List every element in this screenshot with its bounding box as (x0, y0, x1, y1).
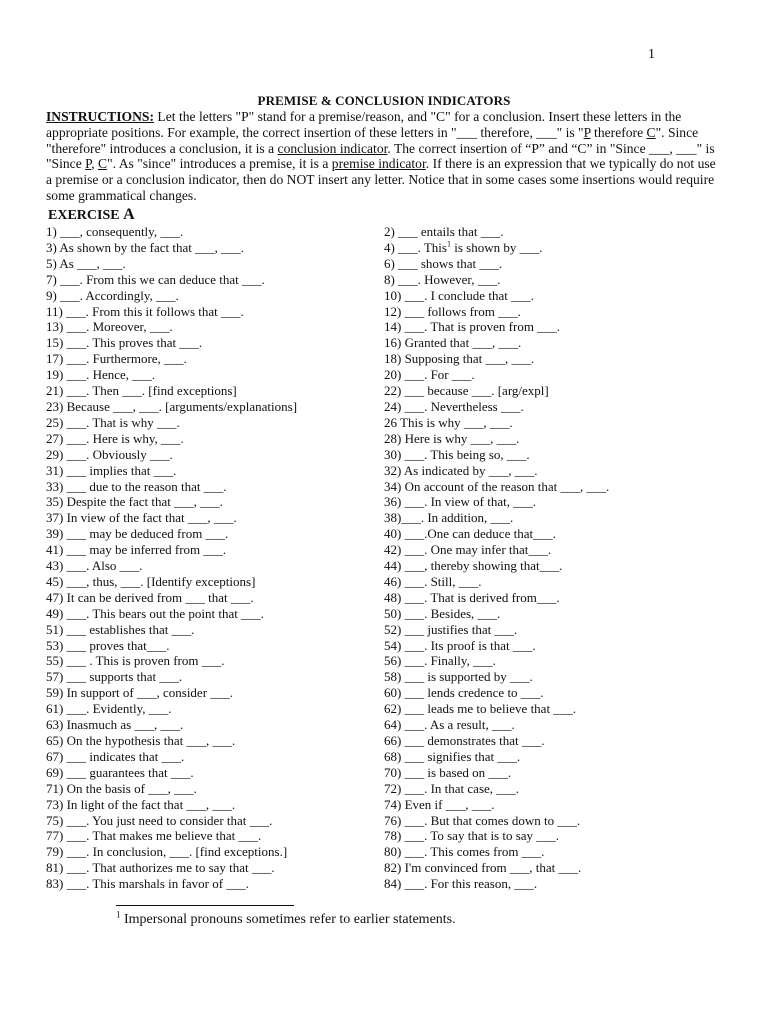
exercise-item: 55) ___ . This is proven from ___. (46, 653, 225, 669)
exercise-item: 46) ___. Still, ___. (384, 573, 482, 589)
exercise-item: 72) ___. In that case, ___. (384, 780, 520, 796)
exercise-item: 60) ___ lends credence to ___. (384, 685, 544, 701)
exercise-item: 39) ___ may be deduced from ___. (46, 526, 229, 542)
exercise-item: 52) ___ justifies that ___. (384, 621, 518, 637)
exercise-item: 13) ___. Moreover, ___. (46, 319, 173, 335)
exercise-item: 38)___. In addition, ___. (384, 510, 514, 526)
exercise-item: 56) ___. Finally, ___. (384, 653, 496, 669)
footnote-number: 1 (116, 909, 121, 920)
exercise-item: 42) ___. One may infer that___. (384, 542, 552, 558)
exercise-item: 59) In support of ___, consider ___. (46, 685, 234, 701)
exercise-item-text: 4) ___. This (384, 239, 447, 255)
exercise-item: 48) ___. That is derived from___. (384, 589, 560, 605)
instructions-text: Let the letters "P" stand for a premise/reason, and "C" for a conclusion. Insert these letters in the appropriate positions. For example, the correct insertion of these letters in "___ therefore, ___" is " (46, 109, 682, 140)
footnote (116, 909, 456, 928)
exercise-item: 67) ___ indicates that ___. (46, 748, 185, 764)
instructions-lead: INSTRUCTIONS: (46, 109, 155, 124)
exercise-item: 3) As shown by the fact that ___, ___. (46, 239, 244, 255)
exercise-item: 20) ___. For ___. (384, 367, 475, 383)
exercise-item: 75) ___. You just need to consider that ___. (46, 812, 273, 828)
instructions-text: therefore (590, 124, 647, 140)
exercise-heading (48, 206, 135, 224)
exercise-item: 65) On the hypothesis that ___, ___. (46, 733, 236, 748)
exercise-letter: A (123, 206, 135, 223)
exercise-item: 70) ___ is based on ___. (384, 764, 512, 780)
exercise-item: 58) ___ is supported by ___. (384, 669, 533, 685)
exercise-item: 53) ___ proves that___. (46, 637, 170, 653)
exercise-item: 80) ___. This comes from ___. (384, 844, 545, 860)
instructions-text: ". Since "therefore" introduces a conclusion, it is a (46, 124, 699, 156)
exercise-item: 17) ___. Furthermore, ___. (46, 351, 187, 367)
exercise-item: 63) Inasmuch as ___, ___. (46, 717, 184, 733)
exercise-item: 83) ___. This marshals in favor of ___. (46, 876, 250, 892)
exercise-item: 84) ___. For this reason, ___. (384, 876, 538, 892)
exercise-item: 19) ___. Hence, ___. (46, 367, 156, 383)
exercise-item: 40) ___.One can deduce that___. (384, 526, 556, 542)
premise-indicator-term: premise indicator (331, 156, 426, 172)
exercise-item: 10) ___. I conclude that ___. (384, 287, 534, 303)
exercise-item: 21) ___. Then ___. [find exceptions] (46, 383, 237, 399)
instructions-text: . If there is an expression that we typically do not use a premise or a conclusion indicator, then do NOT insert any letter. Notice that in some cases some insertions would require some grammatical changes. (46, 156, 716, 203)
exercise-item: 47) It can be derived from ___ that ___. (46, 589, 254, 605)
exercise-item: 30) ___. This being so, ___. (384, 446, 530, 462)
exercise-item: 18) Supposing that ___, ___. (384, 351, 535, 367)
exercise-item: 35) Despite the fact that ___, ___. (46, 494, 223, 510)
exercise-item: 8) ___. However, ___. (384, 271, 501, 287)
exercise-item: 82) I'm convinced from ___, that ___. (384, 860, 582, 876)
exercise-item-text: is shown by ___. (450, 239, 543, 255)
exercise-item: 81) ___. That authorizes me to say that ___. (46, 860, 275, 876)
exercise-item: 73) In light of the fact that ___, ___. (46, 796, 236, 812)
footnote-divider (116, 905, 294, 906)
exercise-item: 43) ___. Also ___. (46, 558, 143, 574)
exercise-item: 32) As indicated by ___, ___. (384, 462, 538, 478)
exercise-item: 22) ___ because ___. [arg/expl] (384, 383, 549, 399)
since-conclusion-letter: C (98, 156, 108, 172)
exercise-item: 64) ___. As a result, ___. (384, 717, 515, 733)
exercise-item: 57) ___ supports that ___. (46, 669, 183, 685)
exercise-item: 77) ___. That makes me believe that ___. (46, 828, 262, 844)
exercise-item: 23) Because ___, ___. [arguments/explanations] (46, 398, 298, 414)
page-number: 1 (648, 47, 655, 62)
footnote-marker: 1 (446, 239, 451, 249)
exercise-item: 44) ___, thereby showing that___. (384, 558, 563, 574)
instructions-text: ". As "since" introduces a premise, it is a (107, 156, 332, 172)
exercise-item: 5) As ___, ___. (46, 255, 126, 271)
exercise-item: 26 This is why ___, ___. (384, 414, 513, 430)
exercise-item: 68) ___ signifies that ___. (384, 748, 521, 764)
since-premise-letter: P (85, 156, 92, 172)
exercise-item: 9) ___. Accordingly, ___. (46, 287, 179, 303)
exercise-item: 61) ___. Evidently, ___. (46, 701, 172, 717)
exercise-item: 79) ___. In conclusion, ___. [find exceptions.] (46, 844, 288, 860)
exercise-item: 76) ___. But that comes down to ___. (384, 812, 581, 828)
exercise-item: 45) ___, thus, ___. [Identify exceptions] (46, 573, 256, 589)
exercise-item: 37) In view of the fact that ___, ___. (46, 510, 237, 526)
exercise-item: 6) ___ shows that ___. (384, 255, 503, 271)
exercise-item: 62) ___ leads me to believe that ___. (384, 701, 577, 717)
exercise-item: 2) ___ entails that ___. (384, 224, 504, 239)
exercise-item: 7) ___. From this we can deduce that ___. (46, 271, 265, 287)
instructions-paragraph (46, 109, 724, 204)
exercise-item: 49) ___. This bears out the point that ___. (46, 605, 264, 621)
exercise-item: 12) ___ follows from ___. (384, 303, 521, 319)
exercise-item: 11) ___. From this it follows that ___. (46, 303, 244, 319)
exercise-item: 14) ___. That is proven from ___. (384, 319, 560, 335)
exercise-item: 34) On account of the reason that ___, ___. (384, 478, 610, 494)
example-premise-letter: P (583, 124, 591, 140)
footnote-text: Impersonal pronouns sometimes refer to earlier statements. (120, 912, 456, 927)
exercise-item: 15) ___. This proves that ___. (46, 335, 203, 351)
exercise-item: 33) ___ due to the reason that ___. (46, 478, 227, 494)
exercise-right-column (384, 224, 704, 892)
conclusion-indicator-term: conclusion indicator (277, 140, 388, 156)
exercise-item: 71) On the basis of ___, ___. (46, 780, 197, 796)
exercise-item: 66) ___ demonstrates that ___. (384, 733, 545, 748)
exercise-item: 16) Granted that ___, ___. (384, 335, 522, 351)
exercise-item: 36) ___. In view of that, ___. (384, 494, 537, 510)
exercise-item: 50) ___. Besides, ___. (384, 605, 501, 621)
exercise-item (384, 240, 704, 256)
exercise-left-column (46, 224, 366, 892)
exercise-item: 74) Even if ___, ___. (384, 796, 495, 812)
exercise-item: 27) ___. Here is why, ___. (46, 430, 184, 446)
exercise-item: 78) ___. To say that is to say ___. (384, 828, 560, 844)
exercise-item: 69) ___ guarantees that ___. (46, 764, 194, 780)
exercise-item: 24) ___. Nevertheless ___. (384, 398, 524, 414)
exercise-item: 28) Here is why ___, ___. (384, 430, 520, 446)
exercise-item: 29) ___. Obviously ___. (46, 446, 173, 462)
exercise-word: EXERCISE (48, 208, 124, 223)
exercise-item: 25) ___. That is why ___. (46, 414, 180, 430)
exercise-item: 51) ___ establishes that ___. (46, 621, 195, 637)
exercise-item: 54) ___. Its proof is that ___. (384, 637, 536, 653)
example-conclusion-letter: C (646, 124, 656, 140)
instructions-text: . The correct insertion of “P” and “C” in "Since ___, ___" is "Since (46, 140, 715, 172)
exercise-item: 31) ___ implies that ___. (46, 462, 177, 478)
page-title: PREMISE & CONCLUSION INDICATORS (257, 93, 511, 108)
exercise-item: 41) ___ may be inferred from ___. (46, 542, 227, 558)
exercise-item: 1) ___, consequently, ___. (46, 224, 184, 239)
instructions-text: , (91, 156, 99, 172)
